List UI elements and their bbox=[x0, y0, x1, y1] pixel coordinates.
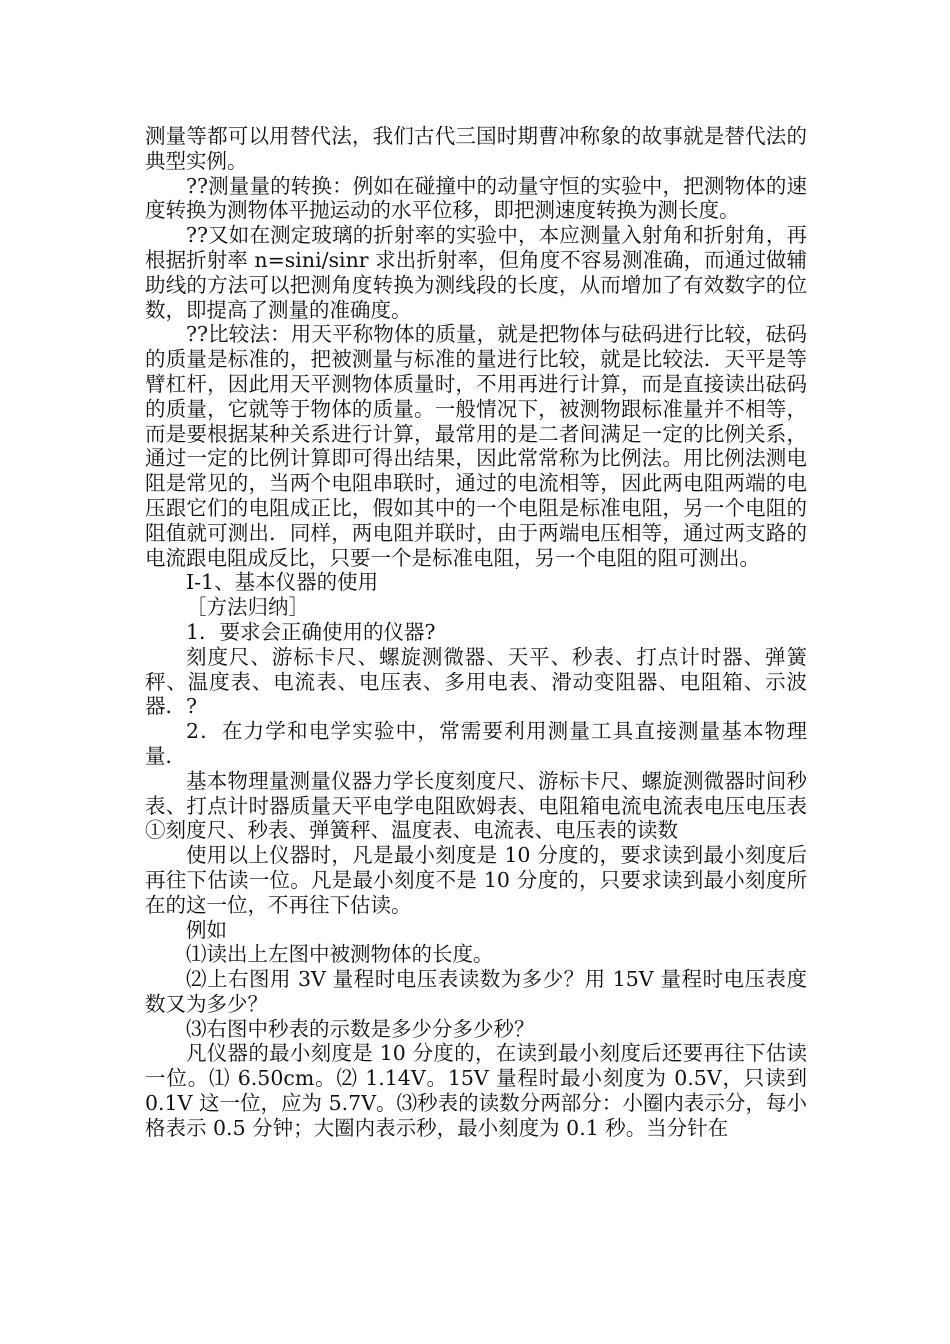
section-heading: Ⅰ-1、基本仪器的使用 bbox=[186, 570, 379, 595]
answer-paragraph: 凡仪器的最小刻度是 10 分度的，在读到最小刻度后还要再往下估读一位。⑴ 6.50cm。⑵ 1.14V。15V 量程时最小刻度为 0.5V，只读到 0.1V 这一位，应为 5.7V。⑶秒表的读数分两部分：小圈内表示分，每小格表示 0.5 分钟；大圈内表示秒，最小刻度为 0.1 秒。当分针在 bbox=[145, 1041, 807, 1140]
paragraph: ??又如在测定玻璃的折射率的实验中，本应测量入射角和折射角，再根据折射率 n=sini/sinr 求出折射率，但角度不容易测准确，而通过做辅助线的方法可以把测角度转换为测线段的长度，从而增加了有效数字的位数，即提高了测量的准确度。 bbox=[145, 223, 807, 322]
paragraph: ??测量量的转换：例如在碰撞中的动量守恒的实验中，把测物体的速度转换为测物体平抛运动的水平位移，即把测速度转换为测长度。 bbox=[145, 173, 807, 223]
question-item: ⑶右图中秒表的示数是多少分多少秒？ bbox=[186, 1016, 535, 1041]
paragraph: 测量等都可以用替代法，我们古代三国时期曹冲称象的故事就是替代法的典型实例。 bbox=[145, 124, 807, 173]
list-item: 2．在力学和电学实验中，常需要利用测量工具直接测量基本物理量． bbox=[145, 719, 807, 768]
paragraph: 例如 bbox=[186, 917, 227, 942]
paragraph: 刻度尺、游标卡尺、螺旋测微器、天平、秒表、打点计时器、弹簧秤、温度表、电流表、电压表、多用电表、滑动变阻器、电阻箱、示波器．? bbox=[145, 644, 807, 719]
list-item: 1．要求会正确使用的仪器? bbox=[186, 619, 436, 644]
document-body bbox=[145, 124, 807, 1141]
question-item: ⑵上右图用 3V 量程时电压表读数为多少？用 15V 量程时电压表度数又为多少？ bbox=[145, 967, 807, 1016]
paragraph: ??比较法：用天平称物体的质量，就是把物体与砝码进行比较，砝码的质量是标准的，把被测量与标准的量进行比较，就是比较法．天平是等臂杠杆，因此用天平测物体质量时，不用再进行计算，而是直接读出砝码的质量，它就等于物体的质量。一般情况下，被测物跟标准量并不相等，而是要根据某种关系进行计算，最常用的是二者间满足一定的比例关系，通过一定的比例计算即可得出结果，因此常常称为比例法。用比例法测电阻是常见的，当两个电阻串联时，通过的电流相等，因此两电阻两端的电压跟它们的电阻成正比，假如其中的一个电阻是标准电阻，另一个电阻的阻值就可测出．同样，两电阻并联时，由于两端电压相等，通过两支路的电流跟电阻成反比，只要一个是标准电阻，另一个电阻的阻可测出。 bbox=[145, 322, 807, 570]
question-item: ⑴读出上左图中被测物体的长度。 bbox=[186, 942, 494, 967]
paragraph: 使用以上仪器时，凡是最小刻度是 10 分度的，要求读到最小刻度后再往下估读一位。凡是最小刻度不是 10 分度的，只要求读到最小刻度所在的这一位，不再往下估读。 bbox=[145, 843, 807, 917]
paragraph: 基本物理量测量仪器力学长度刻度尺、游标卡尺、螺旋测微器时间秒表、打点计时器质量天平电学电阻欧姆表、电阻箱电流电流表电压电压表①刻度尺、秒表、弹簧秤、温度表、电流表、电压表的读数 bbox=[145, 768, 807, 843]
section-subheading: ［方法归纳］ bbox=[186, 595, 309, 620]
